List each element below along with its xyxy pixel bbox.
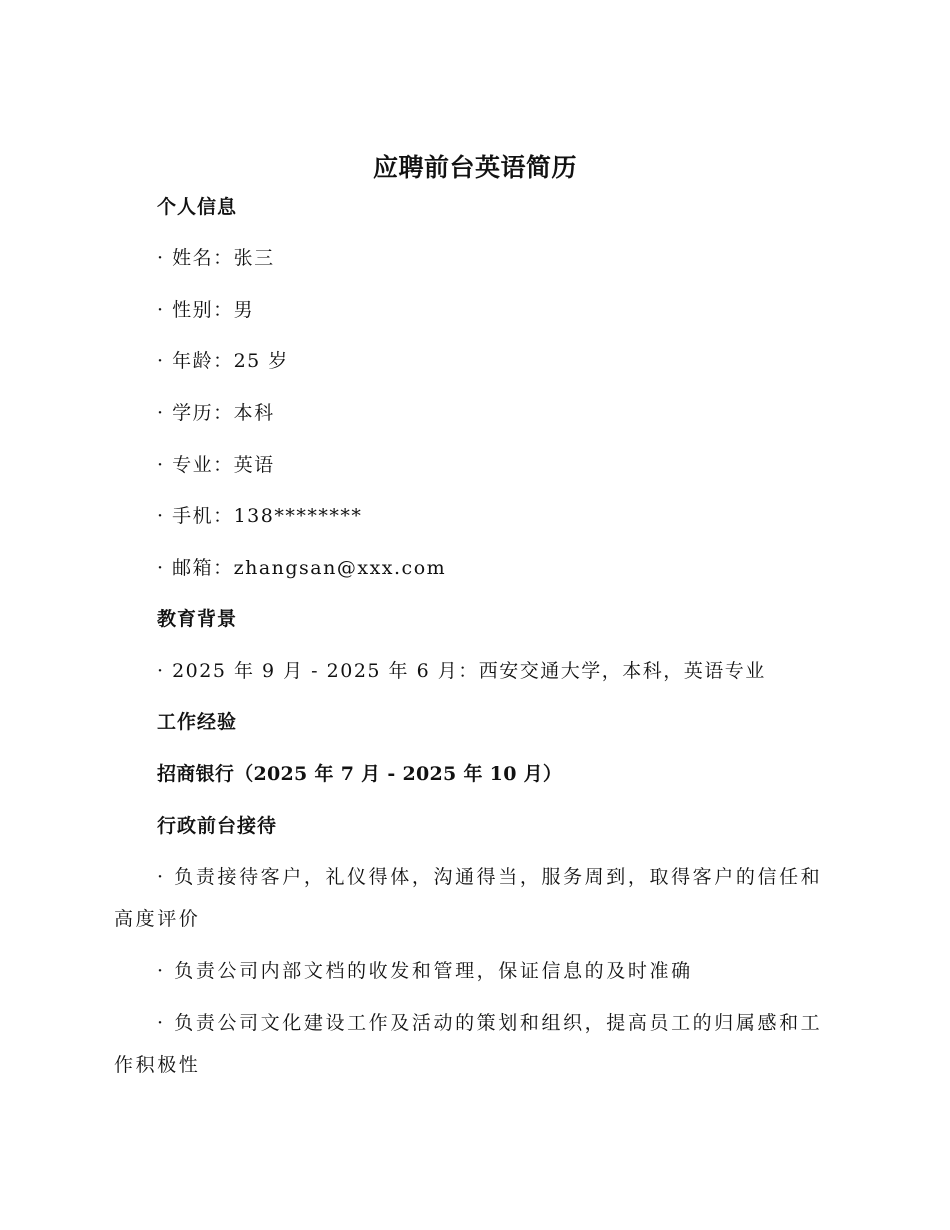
work-company: 招商银行（2025 年 7 月 - 2025 年 10 月） bbox=[157, 763, 563, 785]
personal-info-heading: 个人信息 bbox=[157, 196, 238, 218]
info-gender: · 性别：男 bbox=[157, 299, 255, 321]
work-duty-1: · 负责接待客户，礼仪得体，沟通得当，服务周到，取得客户的信任和高度评价 bbox=[114, 866, 823, 930]
work-position: 行政前台接待 bbox=[157, 815, 278, 837]
info-name: · 姓名：张三 bbox=[157, 247, 275, 269]
education-item: · 2025 年 9 月 - 2025 年 6 月：西安交通大学，本科，英语专业 bbox=[157, 660, 766, 682]
education-heading: 教育背景 bbox=[157, 608, 238, 630]
info-major: · 专业：英语 bbox=[157, 454, 275, 476]
work-duty-3: · 负责公司文化建设工作及活动的策划和组织，提高员工的归属感和工作积极性 bbox=[114, 1012, 823, 1076]
info-age: · 年龄：25 岁 bbox=[157, 350, 289, 372]
page-title: 应聘前台英语简历 bbox=[372, 153, 577, 182]
work-duty-2: · 负责公司内部文档的收发和管理，保证信息的及时准确 bbox=[157, 960, 693, 982]
work-heading: 工作经验 bbox=[157, 711, 238, 733]
info-degree: · 学历：本科 bbox=[157, 402, 275, 424]
info-phone: · 手机：138******** bbox=[157, 505, 363, 527]
info-email: · 邮箱：zhangsan@xxx.com bbox=[157, 557, 447, 579]
